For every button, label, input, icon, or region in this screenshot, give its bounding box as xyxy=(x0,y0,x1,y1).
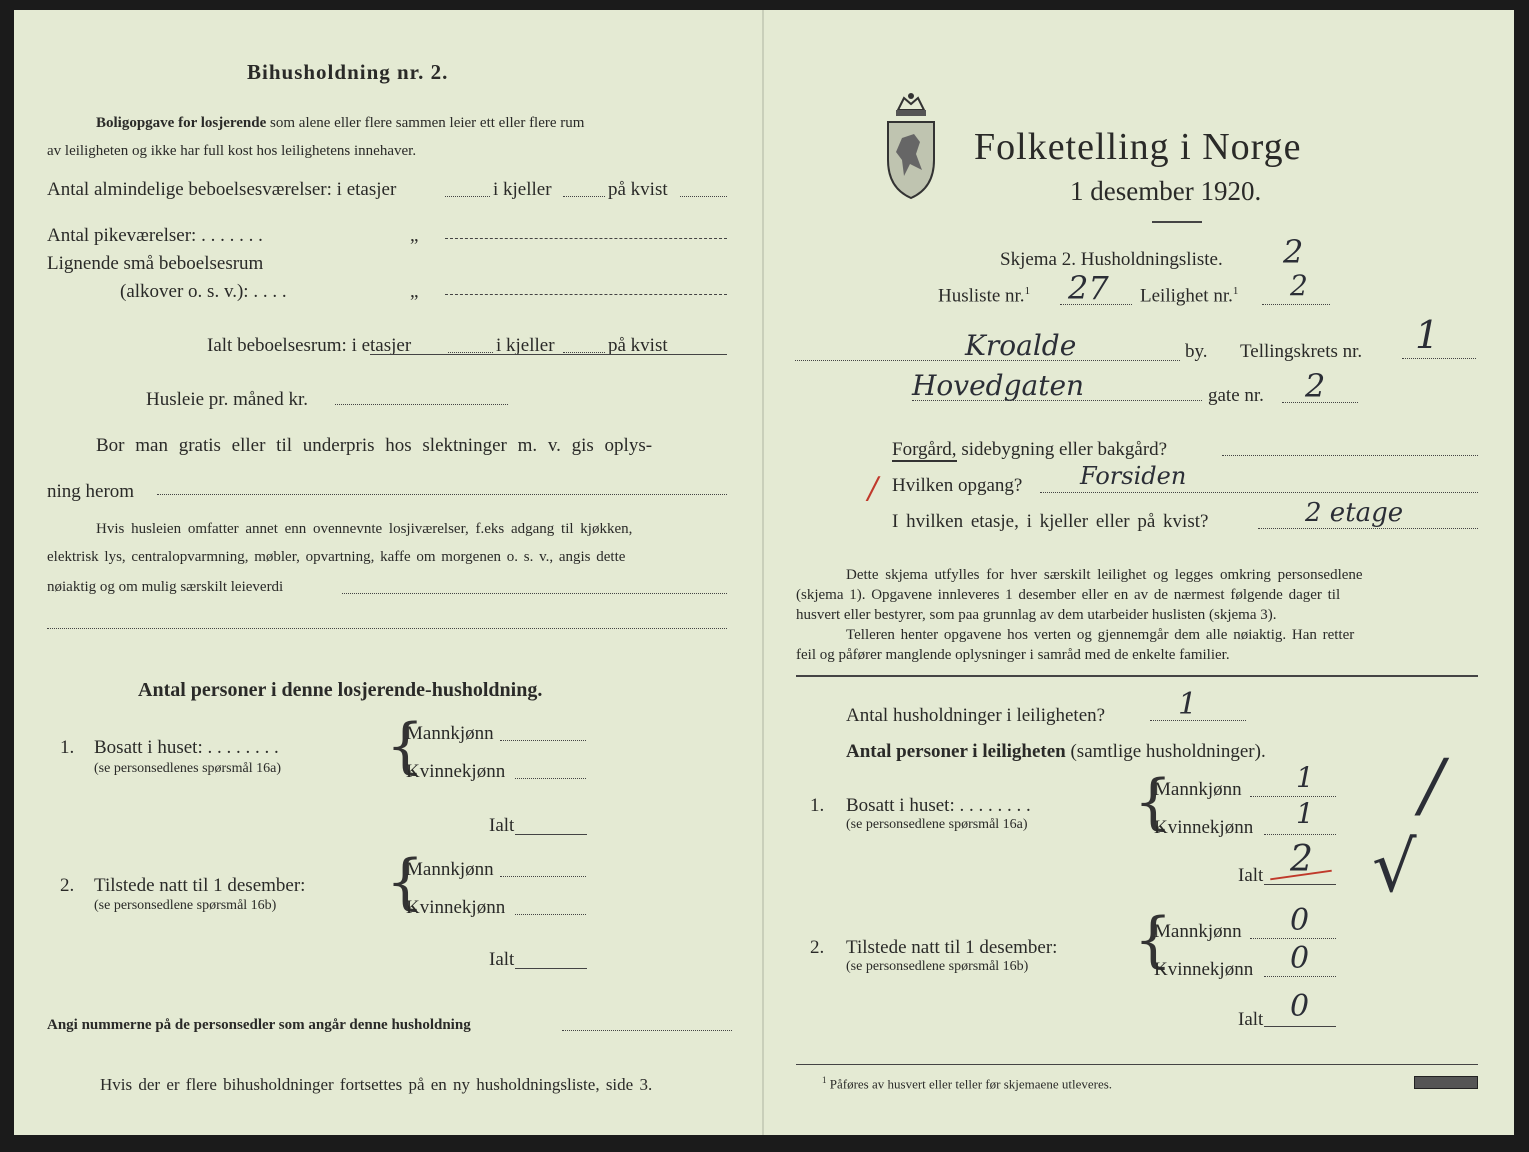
right-title: Folketelling i Norge xyxy=(974,126,1302,168)
right-q2-kvinne-line xyxy=(1264,976,1336,977)
skjema-label: Skjema 2. Husholdningsliste. xyxy=(1000,249,1223,270)
rooms-kvist-label: på kvist xyxy=(608,179,668,200)
right-q2-mann-line xyxy=(1250,938,1336,939)
left-title: Bihusholdning nr. 2. xyxy=(247,60,449,84)
husliste-label-text: Husliste nr. xyxy=(938,285,1025,307)
left-q1-kvinne-label: Kvinnekjønn xyxy=(406,761,506,782)
check-mark-icon: / xyxy=(1420,744,1444,826)
gate-name-line xyxy=(912,400,1202,401)
dette-line1: Dette skjema utfylles for hver særskilt leilighet og legges omkring personsedlene xyxy=(846,567,1363,583)
tellingskrets-line xyxy=(1402,358,1476,359)
right-q1-sub: (se personsedlene spørsmål 16a) xyxy=(846,817,1028,832)
etasje-label: I hvilken etasje, i kjeller eller på kvist? xyxy=(892,511,1209,532)
right-q2-sub: (se personsedlene spørsmål 16b) xyxy=(846,959,1029,974)
left-q2-ialt-label: Ialt xyxy=(489,949,515,970)
alkover-quote: „ xyxy=(410,281,419,302)
antal-personer-heading: Antal personer i denne losjerende-husholdning. xyxy=(138,679,543,701)
forgard-underlined: Forgård, xyxy=(892,439,957,460)
footnote-mark: 1 xyxy=(822,1075,827,1085)
husliste-footnote-mark: 1 xyxy=(1024,285,1031,297)
ialt-kjeller-label: i kjeller xyxy=(496,335,555,356)
angi-line xyxy=(562,1030,732,1031)
husholdningsliste-nr: 2 xyxy=(1283,233,1304,271)
right-q1-brace: { xyxy=(1134,767,1173,837)
leilighet-footnote-mark: 1 xyxy=(1232,285,1239,297)
left-q1-mann-line xyxy=(500,740,586,741)
leilighet-nr: 2 xyxy=(1290,269,1308,302)
right-q1-kvinne-value: 1 xyxy=(1296,797,1314,830)
pike-label: Antal pikeværelser: . . . . . . . xyxy=(47,225,263,246)
intro-line1 xyxy=(96,116,584,131)
right-q1-label: Bosatt i huset: . . . . . . . . xyxy=(846,795,1031,816)
leilighet-label-text: Leilighet nr. xyxy=(1140,285,1233,307)
rooms-etasjer-line xyxy=(445,196,490,197)
norway-coat-of-arms-icon xyxy=(880,90,942,202)
left-q1-number: 1. xyxy=(60,737,75,758)
left-q2-label: Tilstede natt til 1 desember: xyxy=(94,875,306,896)
antal-rooms-label: Antal almindelige beboelsesværelser: i etasjer xyxy=(47,179,397,200)
antal-hush-label: Antal husholdninger i leiligheten? xyxy=(846,705,1106,726)
printer-stamp xyxy=(1414,1076,1478,1089)
right-q1-mann-line xyxy=(1250,796,1336,797)
tellingskrets-label: Tellingskrets nr. xyxy=(1240,341,1363,362)
forgard-question xyxy=(892,440,1167,459)
husleie-line xyxy=(335,404,508,405)
left-q1-kvinne-line xyxy=(515,778,586,779)
rooms-kvist-line xyxy=(680,196,727,197)
left-q1-mann-label: Mannkjønn xyxy=(406,723,494,744)
left-q2-number: 2. xyxy=(60,875,75,896)
right-q1-ialt-line xyxy=(1264,884,1336,885)
right-q1-number: 1. xyxy=(810,795,825,816)
by-line xyxy=(795,360,1180,361)
right-q2-ialt-label: Ialt xyxy=(1238,1009,1264,1030)
gate-name: Hovedgaten xyxy=(912,369,1085,402)
antal-hush-line xyxy=(1150,720,1246,721)
pike-line xyxy=(445,238,727,239)
page-fold xyxy=(762,10,764,1135)
forgard-line xyxy=(1222,455,1478,456)
check-mark-v-icon: √ xyxy=(1372,826,1417,908)
ialt-kvist-label: på kvist xyxy=(608,335,668,356)
hvis-line3-fill xyxy=(342,593,727,594)
ialt-kjeller-line xyxy=(563,352,605,353)
right-q2-mann-label: Mannkjønn xyxy=(1154,921,1242,942)
dette-line2: (skjema 1). Opgavene innleveres 1 desember eller en av de nærmest følgende dager til xyxy=(796,587,1341,603)
leilighet-label xyxy=(1140,286,1238,305)
lignende-label: Lignende små beboelsesrum xyxy=(47,253,264,274)
etasje-value: 2 etage xyxy=(1305,498,1404,528)
left-q2-mann-label: Mannkjønn xyxy=(406,859,494,880)
antal-pers-rest: (samtlige husholdninger). xyxy=(1070,741,1266,762)
antal-pers-heading xyxy=(846,742,1266,761)
ning-herom-line xyxy=(157,494,727,495)
hvis-extra-line xyxy=(47,628,727,629)
ialt-rooms-underline xyxy=(370,354,727,355)
title-rule xyxy=(1152,221,1202,223)
dette-line3: husvert eller bestyrer, som paa grunnlag av dem utarbeider huslisten (skjema 3). xyxy=(796,607,1277,623)
right-q1-ialt-label: Ialt xyxy=(1238,865,1264,886)
forgard-rest: sidebygning eller bakgård? xyxy=(961,439,1168,460)
antal-hush-value: 1 xyxy=(1178,687,1198,722)
antal-pers-bold: Antal personer i leiligheten xyxy=(846,741,1066,762)
left-q2-kvinne-label: Kvinnekjønn xyxy=(406,897,506,918)
right-q2-ialt-line xyxy=(1264,1026,1336,1027)
red-check-mark: / xyxy=(868,471,879,506)
left-q1-ialt-label: Ialt xyxy=(489,815,515,836)
angi-text: Angi nummerne på de personsedler som angår denne husholdning xyxy=(47,1017,471,1033)
telleren-line2: feil og påfører manglende oplysninger i samråd med de enkelte familier. xyxy=(796,647,1230,663)
bor-man-text: Bor man gratis eller til underpris hos slektninger m. v. gis oplys- xyxy=(96,435,653,456)
left-q1-label: Bosatt i huset: . . . . . . . . xyxy=(94,737,279,758)
right-q2-number: 2. xyxy=(810,937,825,958)
right-q2-kvinne-label: Kvinnekjønn xyxy=(1154,959,1254,980)
hvis-line1: Hvis husleien omfatter annet enn ovennevnte losjiværelser, f.eks adgang til kjøkken, xyxy=(96,521,633,537)
right-q2-label: Tilstede natt til 1 desember: xyxy=(846,937,1058,958)
opgang-label: Hvilken opgang? xyxy=(892,475,1023,496)
ialt-etasjer-line xyxy=(448,352,493,353)
by-label: by. xyxy=(1185,341,1208,362)
intro-rest: som alene eller flere sammen leier ett eller flere rum xyxy=(270,115,585,131)
hvis-line2: elektrisk lys, centralopvarmning, møbler, opvartning, kaffe om morgenen o. s. v., angis dette xyxy=(47,549,626,565)
by-name: Kroalde xyxy=(965,329,1077,362)
pike-quote: „ xyxy=(410,225,419,246)
hvis-line3: nøiaktig og om mulig særskilt leieverdi xyxy=(47,579,284,595)
census-date: 1 desember 1920. xyxy=(1070,176,1262,206)
husliste-nr: 27 xyxy=(1068,269,1109,307)
footnote xyxy=(822,1076,1112,1090)
left-q2-sub: (se personsedlene spørsmål 16b) xyxy=(94,898,277,913)
angi-label xyxy=(47,1018,471,1033)
ning-herom-label: ning herom xyxy=(47,481,135,502)
husleie-label: Husleie pr. måned kr. xyxy=(146,389,308,410)
footnote-text: Påføres av husvert eller teller før skjemaene utleveres. xyxy=(829,1076,1113,1092)
gate-label: gate nr. xyxy=(1208,385,1264,406)
right-q1-mann-label: Mannkjønn xyxy=(1154,779,1242,800)
section-rule xyxy=(796,675,1478,677)
gate-nr-line xyxy=(1282,402,1358,403)
left-q2-brace: { xyxy=(386,847,425,917)
gate-nr: 2 xyxy=(1305,367,1326,405)
right-q2-kvinne-value: 0 xyxy=(1290,941,1310,976)
left-q2-kvinne-line xyxy=(515,914,586,915)
footnote-rule xyxy=(796,1064,1478,1065)
right-q1-kvinne-label: Kvinnekjønn xyxy=(1154,817,1254,838)
rooms-kjeller-label: i kjeller xyxy=(493,179,552,200)
tellingskrets-nr: 1 xyxy=(1415,313,1440,357)
left-q1-sub: (se personsedlenes spørsmål 16a) xyxy=(94,761,282,776)
rooms-kjeller-line xyxy=(563,196,605,197)
right-q2-ialt-value: 0 xyxy=(1290,989,1310,1024)
telleren-line1: Telleren henter opgavene hos verten og gjennemgår dem alle nøiaktig. Han retter xyxy=(846,627,1355,643)
ialt-rooms-label: Ialt beboelsesrum: i etasjer xyxy=(207,335,412,356)
left-q2-ialt-line xyxy=(515,968,587,969)
leilighet-line xyxy=(1262,304,1330,305)
left-q2-mann-line xyxy=(500,876,586,877)
intro-line2: av leiligheten og ikke har full kost hos leilighetens innehaver. xyxy=(47,143,417,159)
right-q2-brace: { xyxy=(1134,905,1173,975)
alkover-line xyxy=(445,294,727,295)
left-q1-ialt-line xyxy=(515,834,587,835)
opgang-line xyxy=(1040,492,1478,493)
right-q1-kvinne-line xyxy=(1264,834,1336,835)
right-q2-mann-value: 0 xyxy=(1290,903,1310,938)
right-q1-ialt-value: 2 xyxy=(1290,839,1313,880)
intro-bold: Boligopgave for losjerende xyxy=(96,115,267,131)
husliste-line xyxy=(1060,304,1132,305)
alkover-label: (alkover o. s. v.): . . . . xyxy=(120,281,287,302)
right-q1-mann-value: 1 xyxy=(1296,761,1314,794)
etasje-line xyxy=(1258,528,1478,529)
left-q1-brace: { xyxy=(386,711,425,781)
left-footer: Hvis der er flere bihusholdninger fortsettes på en ny husholdningsliste, side 3. xyxy=(100,1075,653,1094)
husliste-label xyxy=(938,286,1030,305)
opgang-value: Forsiden xyxy=(1080,462,1187,490)
